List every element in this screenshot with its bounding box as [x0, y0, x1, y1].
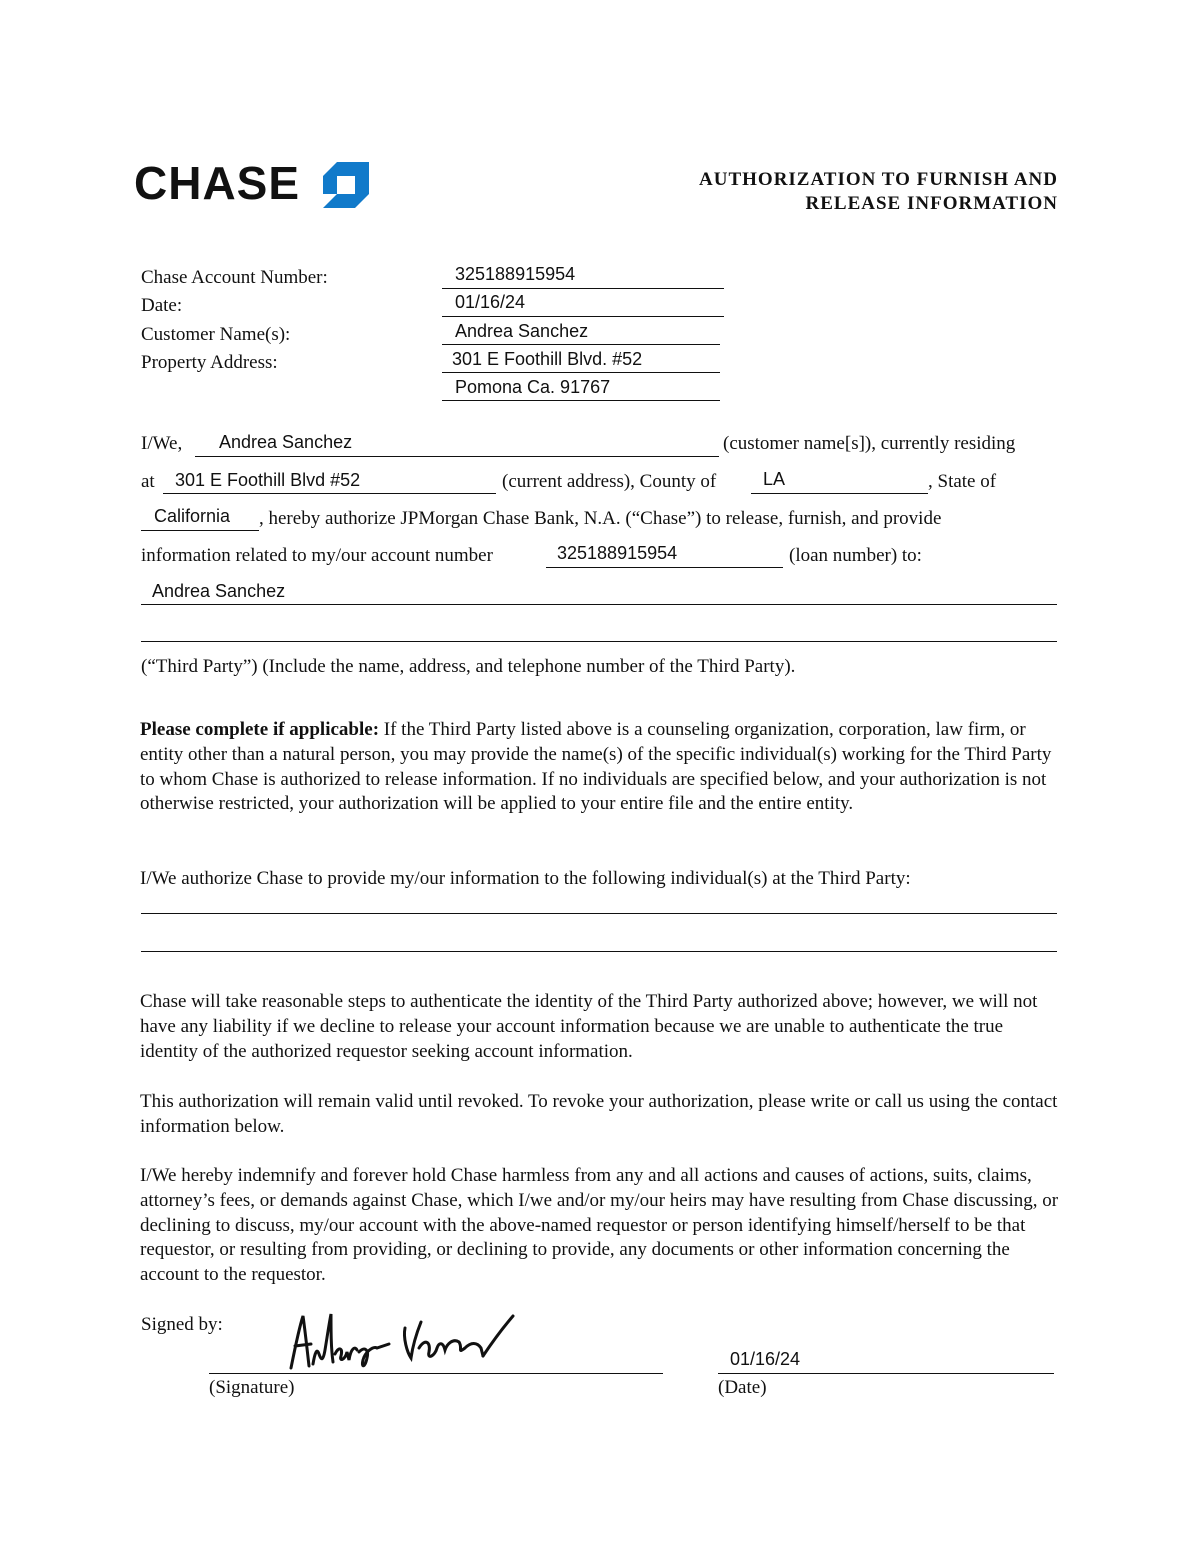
individuals-line2: [141, 951, 1057, 952]
county-field[interactable]: LA: [763, 469, 786, 489]
applicable-paragraph: [140, 718, 1060, 817]
applicable-bold: Please complete if applicable:: [140, 719, 380, 740]
signed-by-label: Signed by:: [141, 1314, 223, 1335]
indemnify-paragraph: I/We hereby indemnify and forever hold Chase harmless from any and all actions and causes of actions, suits, claims, attorney’s fees, or demands against Chase, which I/we and/or my/our heirs may have resulting from Chase discussing, or declining to discuss, my/our account with the above-named requestor or person identifying himself/herself to be that requestor, or resulting from providing, or declining to provide, any documents or other information concerning the account to the requestor.: [140, 1165, 1059, 1286]
account-number-label: Chase Account Number:: [141, 267, 328, 288]
property-address-line1: [442, 372, 720, 373]
customer-name-line: [442, 344, 720, 345]
auth-customer-field[interactable]: Andrea Sanchez: [219, 432, 353, 452]
customer-name-label: Customer Name(s):: [141, 324, 291, 345]
account-number-field[interactable]: 325188915954: [455, 264, 576, 284]
date-label: Date:: [141, 295, 183, 316]
county-blank: [751, 493, 928, 494]
signature-date-caption: (Date): [718, 1377, 767, 1398]
chase-logo: [134, 157, 374, 209]
third-party-line1: [141, 604, 1057, 605]
applicable-text: If the Third Party listed above is a counseling organization, corporation, law firm, or entity other than a natural person, you may provide the name(s) of the specific individual(s) working for the Third Party to whom Chase is authorized to release information. If no individuals are specified below, and your authorization is not otherwise restricted, your authorization will be applied to your entire file and the entire entity.: [140, 719, 1052, 815]
chase-logo-wordmark: CHASE: [134, 157, 301, 209]
state-field[interactable]: California: [154, 506, 231, 526]
state-blank: [141, 530, 259, 531]
valid-paragraph: This authorization will remain valid until revoked. To revoke your authorization, please write or call us using the contact information below.: [140, 1091, 1058, 1137]
account-number-line: [442, 288, 724, 289]
iwe-text: I/We,: [141, 433, 183, 454]
loan-suffix-text: (loan number) to:: [789, 545, 922, 566]
document-title-line2: RELEASE INFORMATION: [805, 193, 1058, 214]
chase-octagon-icon: [323, 162, 369, 208]
signature-line: [209, 1373, 663, 1374]
property-address-label: Property Address:: [141, 352, 278, 373]
third-party-note: (“Third Party”) (Include the name, address, and telephone number of the Third Party).: [141, 656, 796, 677]
signature-date-field[interactable]: 01/16/24: [730, 1349, 801, 1369]
info-prefix-text: information related to my/our account number: [141, 545, 493, 566]
date-line: [442, 316, 724, 317]
document-title: [699, 168, 1058, 216]
customer-name-blank: [195, 456, 719, 457]
signature-date-line: [718, 1373, 1054, 1374]
property-address-field-1[interactable]: 301 E Foothill Blvd. #52: [452, 349, 643, 369]
address-suffix-text: (current address), County of: [502, 471, 717, 492]
state-suffix-text: , State of: [928, 471, 997, 492]
third-party-line2: [141, 641, 1057, 642]
customer-name-field[interactable]: Andrea Sanchez: [455, 321, 589, 341]
document-title-line1: AUTHORIZATION TO FURNISH AND: [699, 169, 1058, 190]
at-text: at: [141, 471, 155, 492]
property-address-field-2[interactable]: Pomona Ca. 91767: [455, 377, 611, 397]
address-blank: [163, 493, 496, 494]
loan-number-blank: [546, 567, 783, 568]
auth-address-field[interactable]: 301 E Foothill Blvd #52: [175, 470, 361, 490]
loan-number-field[interactable]: 325188915954: [557, 543, 678, 563]
state-after-text: , hereby authorize JPMorgan Chase Bank, N.A. (“Chase”) to release, furnish, and provide: [259, 508, 942, 529]
customer-suffix-text: (customer name[s]), currently residing: [723, 433, 1016, 454]
authenticate-paragraph: Chase will take reasonable steps to authenticate the identity of the Third Party authorized above; however, we will not have any liability if we decline to release your account information because we are unable to authenticate the true identity of the authorized requestor seeking account information.: [140, 991, 1038, 1062]
signature-caption: (Signature): [209, 1377, 295, 1398]
individuals-paragraph: I/We authorize Chase to provide my/our information to the following individual(s) at the Third Party:: [140, 868, 911, 889]
individuals-line1: [141, 913, 1057, 914]
property-address-line2: [442, 400, 720, 401]
third-party-field[interactable]: Andrea Sanchez: [152, 581, 286, 601]
handwritten-signature: [285, 1308, 525, 1374]
date-field[interactable]: 01/16/24: [455, 292, 526, 312]
